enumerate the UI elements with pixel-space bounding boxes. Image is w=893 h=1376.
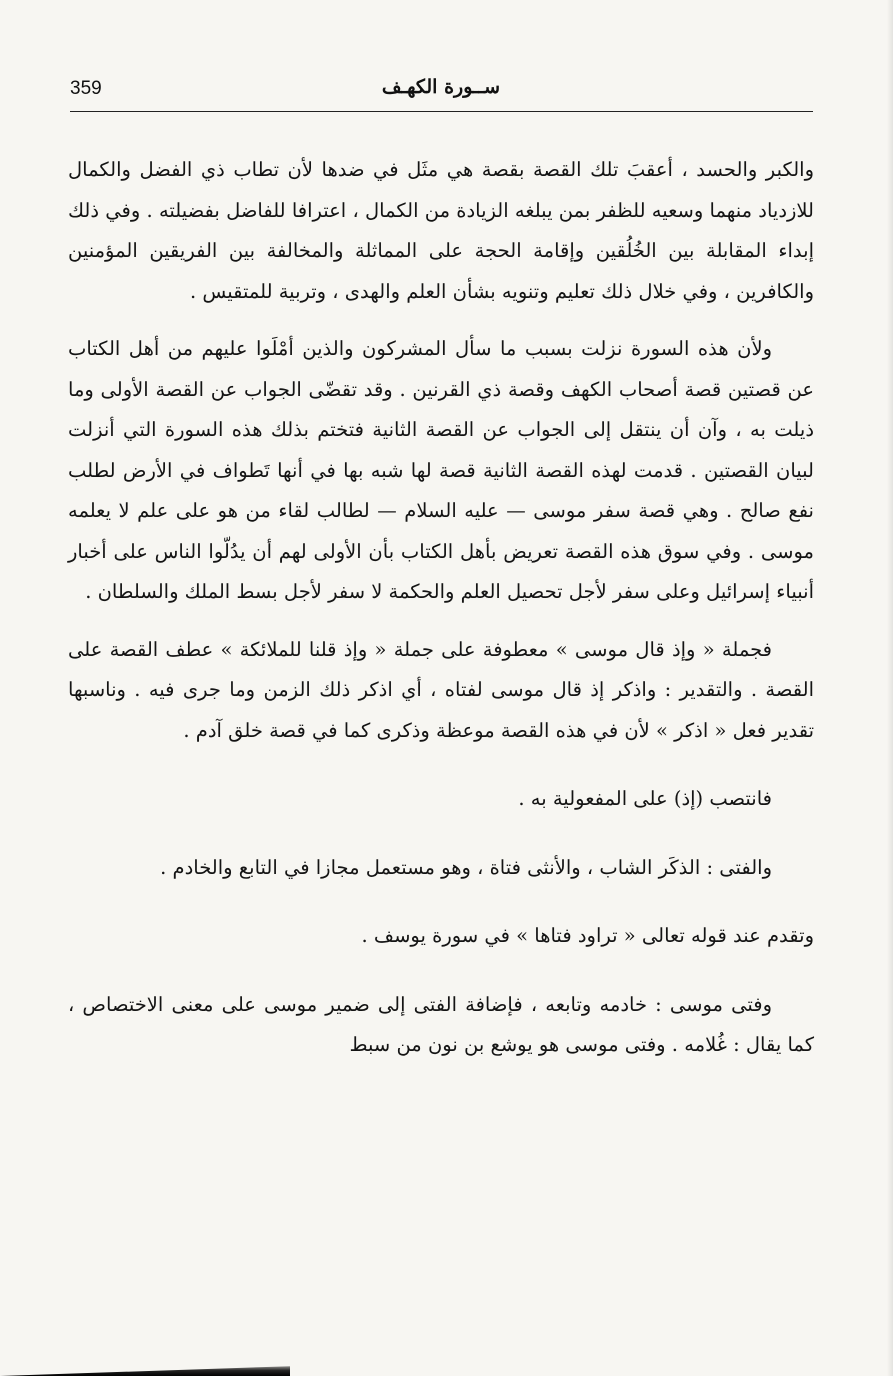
running-title: ســورة الكهـف: [381, 76, 501, 98]
paragraph-5: والفتى : الذكَر الشاب ، والأنثى فتاة ، وهو مستعمل مجازا في التابع والخادم .: [160, 855, 772, 879]
page-number: 359: [70, 78, 102, 99]
header-divider: [70, 111, 813, 112]
paragraph-3: فجملة « وإذ قال موسى » معطوفة على جملة « وإذ قلنا للملائكة » عطف القصة على القصة . والتقدير : واذكر إذ قال موسى لفتاه ، أي اذكر ذلك الزمن وما جرى فيه . وناسبها تقدير فعل « اذكر » لأن في هذه القصة موعظة وذكرى كما في قصة خلق آدم .: [68, 637, 814, 742]
paragraph-2: ولأن هذه السورة نزلت بسبب ما سأل المشركون والذين أمْلَوا عليهم من أهل الكتاب عن قصتين قصة أصحاب الكهف وقصة ذي القرنين . وقد تقضّى الجواب عن القصة الأولى وما ذيلت به ، وآن أن ينتقل إلى الجواب عن القصة الثانية فتختم بذلك هذه السورة التي أنزلت لبيان القصتين . قدمت لهذه القصة الثانية قصة لها شبه بها في أنها تَطواف في الأرض لطلب نفع صالح . وهي قصة سفر موسى — عليه السلام — لطالب لقاء من هو على علم لا يعلمه موسى . وفي سوق هذه القصة تعريض بأهل الكتاب بأن الأولى لهم أن يدُلّوا الناس على أخبار أنبياء إسرائيل وعلى سفر لأجل تحصيل العلم والحكمة لا سفر لأجل بسط الملك والسلطان .: [68, 337, 814, 603]
paragraph-gap: [68, 613, 814, 630]
scan-shadow: [0, 1362, 290, 1376]
paragraph-gap: [68, 751, 814, 779]
page-edge-shadow: [887, 0, 893, 1376]
paragraph-gap: [68, 888, 814, 916]
paragraph-1: والكبر والحسد ، أعقبَ تلك القصة بقصة هي مثَل في ضدها لأن تطاب ذي الفضل والكمال للازدياد منهما وسعيه للظفر بمن يبلغه الزيادة من الكمال ، اعترافا للفاضل بفضيلته . وفي ذلك إبداء المقابلة بين الخُلُقين وإقامة الحجة على المماثلة والمخالفة بين الفريقين المؤمنين والكافرين ، وفي خلال ذلك تعليم وتنويه بشأن العلم والهدى ، وتربية للمتقيس .: [68, 158, 814, 303]
paragraph-7: وفتى موسى : خادمه وتابعه ، فإضافة الفتى إلى ضمير موسى على معنى الاختصاص ، كما يقال : غُلامه . وفتى موسى هو يوشع بن نون من سبط: [68, 992, 814, 1056]
paragraph-gap: [68, 820, 814, 848]
paragraph-6: وتقدم عند قوله تعالى « تراود فتاها » في سورة يوسف .: [361, 924, 814, 947]
page-body: [68, 150, 814, 1066]
paragraph-gap: [68, 957, 814, 985]
page-header: [70, 76, 812, 106]
paragraph-gap: [68, 312, 814, 329]
paragraph-4: فانتصب (إذ) على المفعولية به .: [518, 787, 772, 810]
